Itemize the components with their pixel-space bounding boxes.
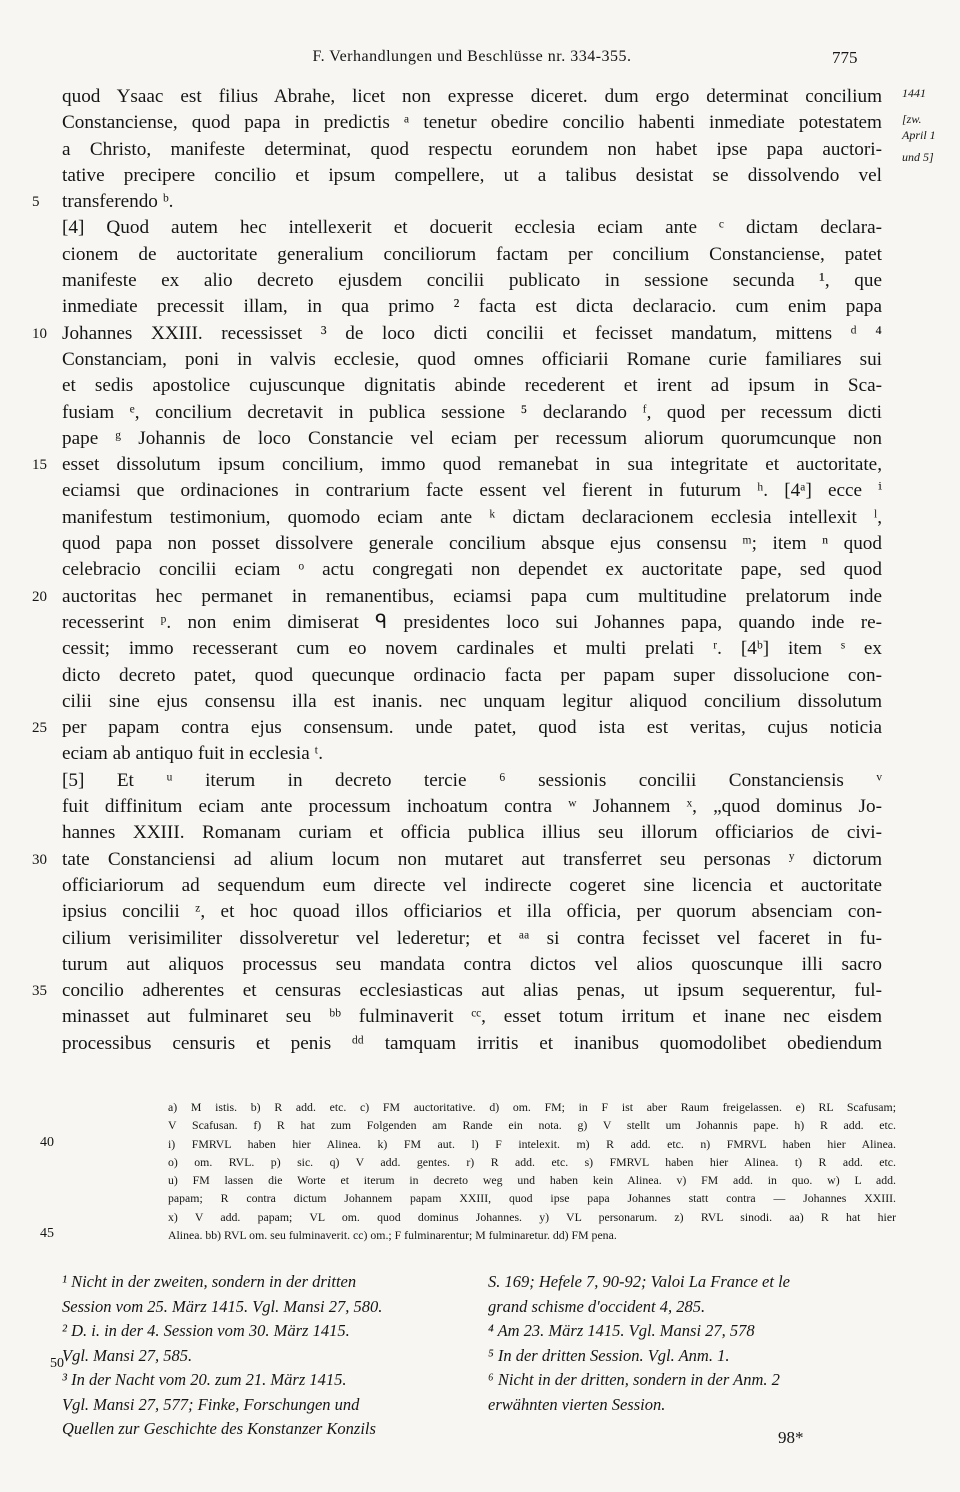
line-text: quod Ysaac est filius Abrahe, licet non expresse diceret. dum ergo determinat concilium	[62, 86, 882, 107]
line-text: concilio adherentes et censuras ecclesiasticas aut alias penas, ut ipsum sequerentur, ful-	[62, 980, 882, 1002]
apparatus-line: x) V add. papam; VL om. quod dominus Johannes. y) VL personarum. z) RVL sinodi. aa) R hat hier	[168, 1209, 896, 1224]
line-number: 15	[32, 457, 47, 474]
text-line	[62, 373, 882, 399]
line-text: manifeste ex alio decreto ejusdem concilii publicato in sessione secunda ¹, que	[62, 270, 882, 292]
line-text: quod papa non posset dissolvere generale concilium absque ejus consensu ᵐ; item ⁿ quod	[62, 533, 882, 555]
text-line	[62, 689, 882, 715]
line-text: inmediate precessit illam, in qua primo ² facta est dicta declaracio. cum enim papa	[62, 296, 882, 318]
line-text: Constanciense, quod papa in predictis ᵃ tenetur obedire concilio habenti inmediate potestatem	[62, 112, 882, 134]
footnote-line: ² D. i. in der 4. Session vom 30. März 1415.	[62, 1321, 350, 1340]
main-text	[32, 84, 882, 1057]
footnote-line: Session vom 25. März 1415. Vgl. Mansi 27, 580.	[62, 1296, 383, 1316]
line-text: per papam contra ejus consensum. unde patet, quod ista est veritas, cujus noticia	[62, 717, 882, 739]
text-line	[62, 663, 882, 689]
line-text: [5] Et ᵘ iterum in decreto tercie ⁶ sessionis concilii Constanciensis ᵛ	[62, 769, 882, 791]
text-line	[62, 768, 882, 794]
footnote-line: Vgl. Mansi 27, 577; Finke, Forschungen und	[62, 1394, 360, 1414]
line-text: esset dissolutum ipsum concilium, immo quod remanebat in sua integritate et auctoritate,	[62, 454, 882, 476]
line-text: cilii sine ejus consensu illa est inanis. nec unquam legitur aliquod concilium dissolutum	[62, 690, 882, 712]
text-line	[62, 294, 882, 320]
footnote-line: ⁶ Nicht in der dritten, sondern in der Anm. 2	[488, 1370, 780, 1389]
footnote-line: grand schisme d'occident 4, 285.	[488, 1296, 706, 1316]
line-number: 5	[32, 194, 40, 211]
text-line	[62, 347, 882, 373]
text-line	[32, 189, 882, 215]
apparatus-line: Alinea. bb) RVL om. seu fulminaverit. cc) om.; F fulminarentur; M fulminaretur. dd) FM pena.	[168, 1228, 617, 1243]
margin-note-april: April 1	[902, 128, 936, 142]
footnotes-left-column	[62, 1270, 462, 1442]
text-line	[32, 452, 882, 478]
text-line	[62, 636, 882, 662]
text-line	[62, 163, 882, 189]
text-line	[32, 715, 882, 741]
apparatus-line: i) FMRVL haben hier Alinea. k) FM aut. l) F intelexit. m) R add. etc. n) FMRVL haben hier Alinea.	[168, 1136, 896, 1151]
apparatus-line-number-40: 40	[40, 1135, 54, 1150]
text-line	[62, 926, 882, 952]
text-line	[62, 215, 882, 241]
apparatus-line: V Scafusan. f) R hat zum Folgenden am Rande ein nota. g) V stellt um Johannis pape. h) R add. etc.	[168, 1118, 896, 1133]
line-text: ipsius concilii ᶻ, et hoc quoad illos officiarios et illa officia, per quorum absenciam con-	[62, 901, 882, 923]
footnote-line: ⁵ In der dritten Session. Vgl. Anm. 1.	[488, 1345, 730, 1365]
apparatus-line: o) om. RVL. p) sic. q) V add. gentes. r) R add. etc. s) FMRVL haben hier Alinea. t) R add. etc.	[168, 1154, 896, 1169]
line-text: hannes XXIII. Romanam curiam et officia publica illius seu illorum officiarios de civi-	[62, 822, 882, 844]
footnote-line: Quellen zur Geschichte des Konstanzer Konzils	[62, 1419, 376, 1438]
text-line	[62, 1031, 882, 1057]
text-line	[32, 321, 882, 347]
text-line	[62, 794, 882, 820]
text-line	[62, 557, 882, 583]
apparatus-line: papam; R contra dictum Johannem papam XXIII, quod ipse papa Johannes statt contra — Johannes XXIII.	[168, 1191, 896, 1206]
line-text: cilium verisimiliter dissolveretur vel lederetur; et ᵃᵃ si contra fecisset vel faceret in fu-	[62, 927, 882, 949]
line-text: fuit diffinitum eciam ante processum inchoatum contra ʷ Johannem ˣ, „quod dominus Jo-	[62, 796, 882, 818]
page-number: 775	[832, 48, 858, 67]
line-text: tative precipere concilio et ipsum compellere, ut a talibus desistat se dissolvendo vel	[62, 164, 882, 186]
critical-apparatus	[168, 1098, 896, 1244]
text-line	[62, 899, 882, 925]
line-number: 35	[32, 983, 47, 1000]
text-line	[62, 84, 882, 110]
footnote-line-number-50: 50	[50, 1356, 64, 1371]
running-header: F. Verhandlungen und Beschlüsse nr. 334-355.	[312, 48, 632, 65]
line-text: officiariorum ad sequendum eum directe vel indirecte cogeret sine licencia et auctoritate	[62, 874, 882, 896]
line-text: processibus censuris et penis ᵈᵈ tamquam irritis et inanibus quomodolibet obediendum	[62, 1032, 882, 1054]
line-text: recesserint ᵖ. non enim dimiserat ᑫ presidentes loco sui Johannes papa, quando inde re-	[62, 611, 882, 633]
text-line	[62, 426, 882, 452]
text-line	[62, 478, 882, 504]
footnote-line: erwähnten vierten Session.	[488, 1394, 666, 1414]
line-number: 25	[32, 720, 47, 737]
text-line	[62, 873, 882, 899]
line-text: cessit; immo recesserant cum eo novem cardinales et multi prelati ʳ. [4ᵇ] item ˢ ex	[62, 638, 882, 660]
margin-note-year: 1441	[902, 86, 926, 100]
text-line	[62, 505, 882, 531]
text-line	[62, 531, 882, 557]
line-text: [4] Quod autem hec intellexerit et docuerit ecclesia eciam ante ᶜ dictam declara-	[62, 217, 882, 239]
line-text: pape ᵍ Johannis de loco Constancie vel eciam per recessum aliorum quorumcunque non	[62, 427, 882, 449]
line-text: eciamsi que ordinaciones in contrarium facte essent vel fierent in futurum ʰ. [4ᵃ] ecce ⁱ	[62, 480, 882, 502]
text-line	[62, 741, 882, 767]
footnote-line: S. 169; Hefele 7, 90-92; Valoi La France et le	[488, 1272, 790, 1291]
footnote-line: ³ In der Nacht vom 20. zum 21. März 1415.	[62, 1370, 347, 1389]
text-line	[62, 110, 882, 136]
line-number: 10	[32, 325, 47, 342]
signature-mark: 98*	[778, 1428, 804, 1447]
line-text: transferendo ᵇ.	[62, 191, 174, 213]
line-text: et sedis apostolice cujuscunque dignitatis abinde recederent et irent ad ipsum in Sca-	[62, 375, 882, 397]
line-text: celebracio concilii eciam ᵒ actu congregati non dependet ex auctoritate pape, sed quod	[62, 559, 882, 581]
text-line	[62, 400, 882, 426]
text-line	[62, 268, 882, 294]
line-text: eciam ab antiquo fuit in ecclesia ᵗ.	[62, 743, 323, 765]
text-line	[62, 242, 882, 268]
footnote-line: ¹ Nicht in der zweiten, sondern in der dritten	[62, 1272, 357, 1291]
margin-note-und: und 5]	[902, 150, 934, 164]
line-text: tate Constanciensi ad alium locum non mutaret aut transferret seu personas ʸ dictorum	[62, 848, 882, 870]
line-text: a Christo, manifeste determinat, quod respectu eorundem non habet ipse papa auctori-	[62, 138, 882, 160]
footnote-line: ⁴ Am 23. März 1415. Vgl. Mansi 27, 578	[488, 1321, 755, 1340]
line-text: minasset aut fulminaret seu ᵇᵇ fulminaverit ᶜᶜ, esset totum irritum et inane nec eisdem	[62, 1006, 882, 1028]
line-text: Constanciam, poni in valvis ecclesie, quod omnes officiarii Romane curie familiares sui	[62, 348, 882, 370]
text-line	[62, 952, 882, 978]
line-text: turum aut aliquos processus seu mandata contra dictos vel alios quoscunque illi sacro	[62, 953, 882, 975]
line-text: fusiam ᵉ, concilium decretavit in publica sessione ⁵ declarando ᶠ, quod per recessum dicti	[62, 401, 882, 423]
text-line	[62, 1004, 882, 1030]
line-text: auctoritas hec permanet in remanentibus, eciamsi papa cum multitudine prelatorum inde	[62, 585, 882, 607]
line-number: 20	[32, 588, 47, 605]
text-line	[32, 978, 882, 1004]
line-number: 30	[32, 851, 47, 868]
text-line	[32, 584, 882, 610]
text-line	[32, 847, 882, 873]
line-text: Johannes XXIII. recessisset ³ de loco dicti concilii et fecisset mandatum, mittens ᵈ ⁴	[62, 322, 882, 344]
text-line	[62, 610, 882, 636]
apparatus-line: u) FM lassen die Worte et iterum in decreto weg und haben kein Alinea. v) FM add. in quo. w) L add.	[168, 1173, 896, 1188]
footnote-line: Vgl. Mansi 27, 585.	[62, 1345, 193, 1365]
text-line	[62, 820, 882, 846]
apparatus-line-number-45: 45	[40, 1226, 54, 1241]
text-line	[62, 137, 882, 163]
footnotes-right-column	[488, 1270, 888, 1417]
line-text: manifestum testimonium, quomodo eciam ante ᵏ dictam declaracionem ecclesia intellexit ˡ,	[62, 506, 882, 528]
apparatus-line: a) M istis. b) R add. etc. c) FM auctoritative. d) om. FM; in F ist aber Raum freigelassen. e) RL Scafusam;	[168, 1100, 896, 1114]
margin-note-range: [zw.	[902, 112, 922, 126]
line-text: dicto decreto patet, quod quecunque ordinacio facta per papam super dissolucione con-	[62, 664, 882, 686]
line-text: cionem de auctoritate generalium conciliorum factam per concilium Constanciense, patet	[62, 243, 882, 265]
